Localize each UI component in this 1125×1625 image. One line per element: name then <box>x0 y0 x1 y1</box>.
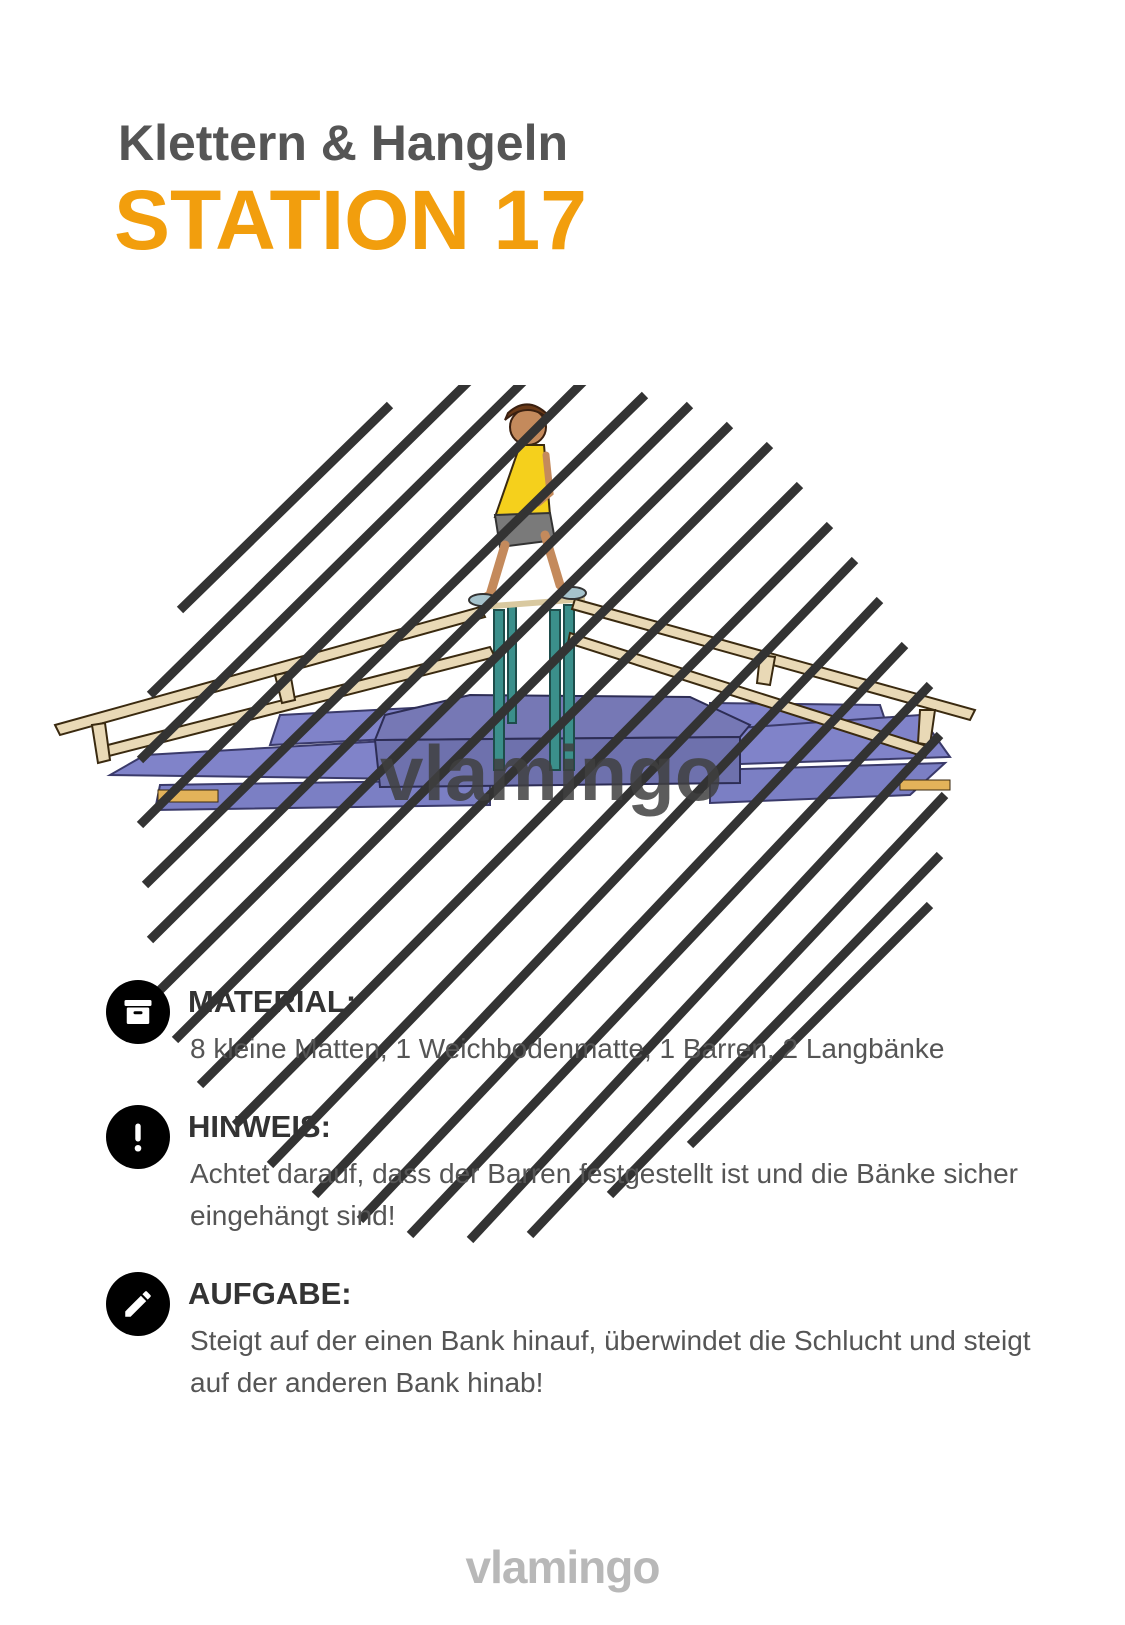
page-title: STATION 17 <box>114 173 587 267</box>
footer-logo: vlamingo <box>465 1541 660 1593</box>
aufgabe-text: Steigt auf der einen Bank hinauf, überwindet die Schlucht und steigt auf der anderen Bank hinab! <box>190 1325 1031 1398</box>
mat-base-right <box>900 780 950 790</box>
aufgabe-label: AUFGABE: <box>188 1276 352 1311</box>
material-text: 8 kleine Matten, 1 Weichbodenmatte, 1 Barren, 2 Langbänke <box>190 1033 945 1064</box>
bench-left-leg-1 <box>92 723 110 763</box>
hinweis-text: Achtet darauf, dass der Barren festgestellt ist und die Bänke sicher eingehängt sind! <box>190 1158 1019 1231</box>
hinweis-label: HINWEIS: <box>188 1109 331 1144</box>
pencil-icon <box>106 1272 170 1336</box>
archive-box-icon <box>106 980 170 1044</box>
illustration-watermark: vlamingo <box>380 729 723 817</box>
page-subtitle: Klettern & Hangeln <box>118 115 569 171</box>
material-label: MATERIAL: <box>188 984 357 1019</box>
exclamation-icon <box>106 1105 170 1169</box>
